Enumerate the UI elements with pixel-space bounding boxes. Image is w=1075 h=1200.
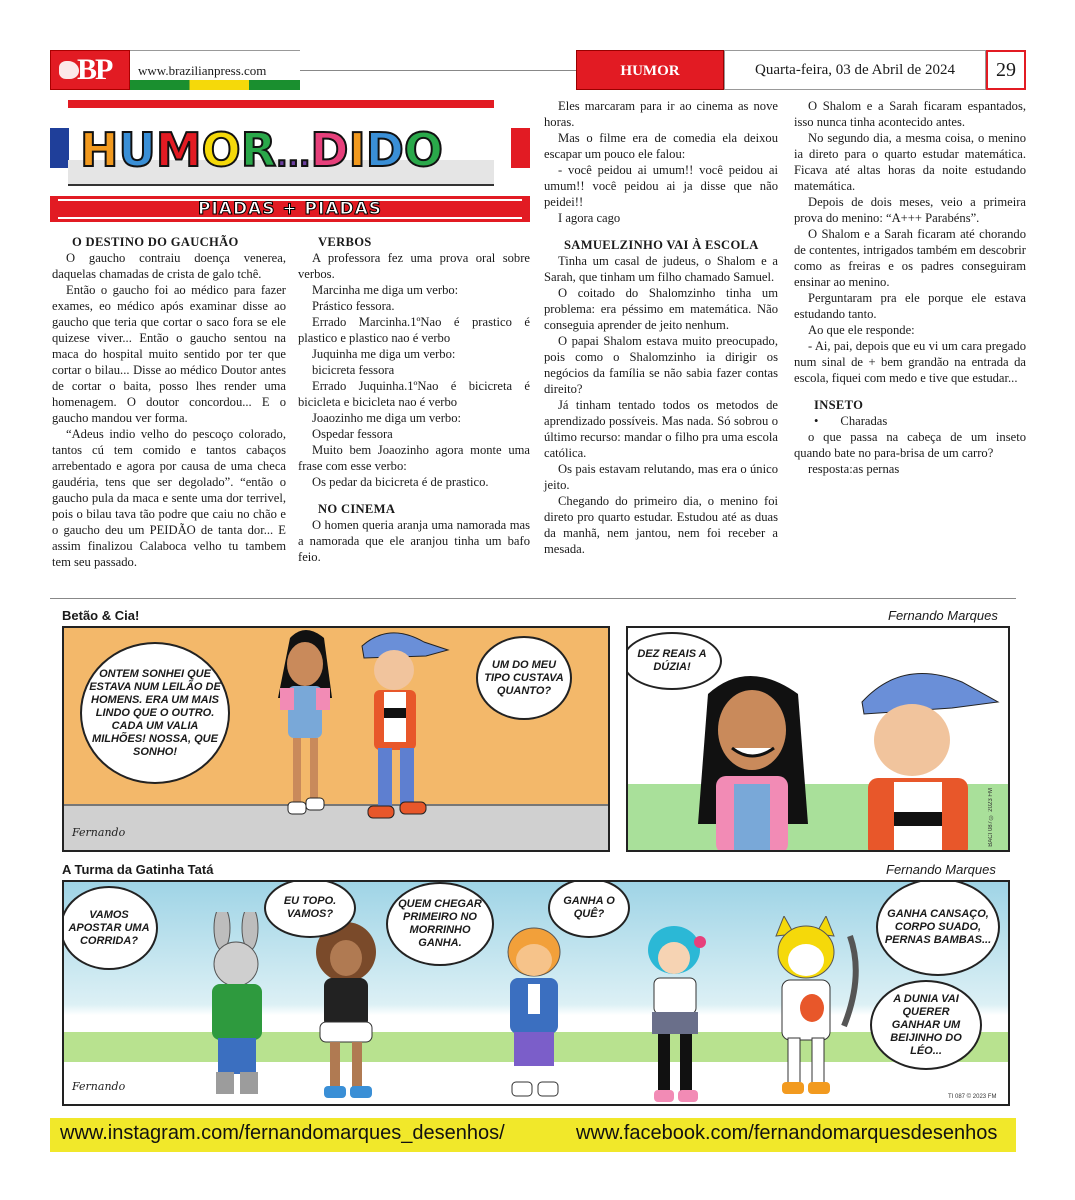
banner-title-letter: ...	[276, 139, 311, 174]
article-heading-inseto: INSETO	[814, 398, 864, 412]
gatinha-tata-illustration	[754, 916, 864, 1102]
paragraph: o que passa na cabeça de um inseto quando bate no para-brisa de um carro?	[794, 430, 1026, 460]
banner-top-bar	[68, 100, 494, 108]
header-rule	[300, 70, 576, 71]
paragraph: O Shalom e a Sarah ficaram espantados, isso nunca tinha acontecido antes.	[794, 99, 1026, 129]
strip-code: TI 087 © 2023 FM	[948, 1094, 997, 1100]
piadas-bar	[50, 196, 530, 222]
brazilian-press-logo[interactable]	[50, 50, 130, 90]
paragraph: Depois de dois meses, veio a primeira prova do menino: “A+++ Parabéns”.	[794, 195, 1026, 225]
paragraph: I agora cago	[558, 211, 621, 225]
comic2-title: A Turma da Gatinha Tatá	[62, 862, 214, 877]
banner-title-letter: D	[365, 123, 404, 177]
curly-girl-illustration	[302, 918, 392, 1102]
article-heading-cinema: NO CINEMA	[318, 502, 396, 516]
speech-bubble-girl: ONTEM SONHEI QUE ESTAVA NUM LEILÃO DE HOMENS. ERA UM MAIS LINDO QUE O OUTRO. CADA UM VALIA MILHÕES! NOSSA, QUE SONHO!	[80, 642, 230, 784]
paragraph: Chegando do primeiro dia, o menino foi direto pro quarto estudar. Estudou até as duas da manhã, nem jantou, nem foi receber a mesada.	[544, 494, 778, 556]
paragraph: resposta:as pernas	[808, 462, 900, 476]
comic2-panel	[62, 880, 1010, 1106]
paragraph: O homen queria aranja uma namorada mas a namorada que ele aranjou tinha um bafo feio.	[298, 518, 530, 564]
paragraph: Já tinham tentado todos os metodos de aprendizado possíveis. Mas nada. Só sobrou o último recurso: mandar o filho pra uma escola católica.	[544, 398, 778, 460]
girl-closeup-illustration	[688, 664, 818, 852]
brazil-map-icon	[59, 61, 79, 79]
speech-bubble-tata: GANHA CANSAÇO, CORPO SUADO, PERNAS BAMBAS...	[876, 880, 1000, 976]
paragraph: Os pedar da bicicreta é de prastico.	[312, 475, 489, 489]
comic1-author: Fernando Marques	[888, 608, 998, 623]
footer-bar	[50, 1118, 1016, 1152]
humor-dido-title	[80, 120, 500, 180]
paragraph: bicicreta fessora	[312, 363, 395, 377]
thought-bubble-tata: A DUNIA VAI QUERER GANHAR UM BEIJINHO DO LÉO...	[870, 980, 982, 1070]
artist-signature: Fernando	[72, 826, 126, 839]
paragraph: Tinha um casal de judeus, o Shalom e a Sarah, que tinham um filho chamado Samuel.	[544, 254, 778, 284]
paragraph: Ospedar fessora	[312, 427, 393, 441]
speech-bubble-answer: DEZ REAIS A DÚZIA!	[626, 632, 722, 690]
paragraph: A professora fez uma prova oral sobre verbos.	[298, 251, 530, 281]
column-4	[794, 98, 1026, 477]
logo-text: BP	[77, 53, 112, 86]
speech-bubble-blue-hair-girl: GANHA O QUÊ?	[548, 880, 630, 938]
paragraph: Então o gaucho foi ao médico para fazer exames, eo médico após examinar disse ao gaucho que teria que cortar o saco fora se ele quizese viver... Então o gaucho sentou na maca do hospital muito sentido por ter que cortar o bilau... Disse ao médico Doutor antes de cortar o baita, posso lhes render uma homenagem. O doutor concordou... E o gaucho mandou ver forma.	[52, 283, 286, 425]
paragraph: O coitado do Shalomzinho tinha um problema: era péssimo em matemática. Não conseguia aprender de jeito nenhum.	[544, 286, 778, 332]
paragraph: Perguntaram pra ele porque ele estava estudando tanto.	[794, 291, 1026, 321]
paragraph: - Ai, pai, depois que eu vi um cara pregado num sinal de + bem grandão na entrada da escola, fiquei com medo e tive que estudar...	[794, 339, 1026, 385]
comics-divider	[50, 598, 1016, 599]
site-url-box	[130, 50, 300, 90]
banner-title-letter: M	[155, 123, 202, 177]
speech-bubble-dog-boy: QUEM CHEGAR PRIMEIRO NO MORRINHO GANHA.	[386, 882, 494, 966]
bullet-item	[794, 413, 1026, 429]
speech-bubble-rabbit: VAMOS APOSTAR UMA CORRIDA?	[62, 886, 158, 970]
column-2	[298, 234, 530, 565]
paragraph: Ao que ele responde:	[808, 323, 915, 337]
paragraph: Errado Juquinha.1ºNao é bicicreta é bicicleta e bicicleta nao é verbo	[298, 379, 530, 409]
banner-title-letter: U	[118, 123, 156, 177]
girl-character-illustration	[260, 628, 350, 828]
speech-bubble-boy: UM DO MEU TIPO CUSTAVA QUANTO?	[476, 636, 572, 720]
paragraph: “Adeus indio velho do pescoço colorado, tantos cú tem comido e tantos cabaços arrebentado e agora por causa de uma checa gaudéria, tens que ser degolado”. “então o gaucho pula da maca e sente uma dor terrivel, pois o bilau tava tão podre que caiu no chão e o gaucho deu um PEIDÃO de tanta dor... E assim finalizou Calaboca velho tu tambem tem seu passado.	[52, 427, 286, 569]
comic2-author: Fernando Marques	[886, 862, 996, 877]
paragraph: O gaucho contraiu doença venerea, daquelas chamadas de crista de galo tchê.	[52, 251, 286, 281]
boy-closeup-illustration	[842, 662, 1002, 852]
paragraph: O Shalom e a Sarah ficaram até chorando de contentes, intrigados também em descobrir como as freiras e os padres conseguiram ensinar ao menino.	[794, 227, 1026, 289]
banner-title-letter: I	[348, 123, 366, 177]
boy-character-illustration	[344, 628, 464, 828]
paragraph: Os pais estavam relutando, mas era o único jeito.	[544, 462, 778, 492]
banner-title-letter: H	[80, 123, 119, 177]
bullet-icon: •	[814, 414, 819, 428]
paragraph: Mas o filme era de comedia ela deixou escapar um pouco ele falou:	[544, 131, 778, 161]
paragraph: Joaozinho me diga um verbo:	[312, 411, 461, 425]
column-3	[544, 98, 778, 557]
paragraph: - você peidou ai umum!! você peidou ai umum!! você peidou ai ja disse que não peidei!!	[544, 163, 778, 209]
strip-code: BACI 087 © 2023 FM	[988, 788, 994, 847]
article-heading-verbos: VERBOS	[318, 235, 372, 249]
facebook-link[interactable]: www.facebook.com/fernandomarquesdesenhos	[576, 1122, 998, 1144]
paragraph: Eles marcaram para ir ao cinema as nove horas.	[544, 99, 778, 129]
column-1	[52, 234, 286, 570]
blue-hair-girl-illustration	[630, 922, 720, 1102]
section-gap	[544, 226, 778, 237]
piadas-subtitle: PIADAS + PIADAS	[58, 199, 522, 219]
paragraph: Prástico fessora.	[312, 299, 395, 313]
banner-title-letter: O	[201, 123, 241, 177]
speech-bubble-curly-girl: EU TOPO. VAMOS?	[264, 880, 356, 938]
paragraph: O papai Shalom estava muito preocupado, pois como o Shalomzinho ia dirigir os negócios da família se não sabia fazer contas direito?	[544, 334, 778, 396]
rabbit-character-illustration	[192, 912, 282, 1102]
paragraph: Juquinha me diga um verbo:	[312, 347, 456, 361]
banner-title-letter: R	[240, 123, 277, 177]
paragraph: Errado Marcinha.1ºNao é prastico é plastico e plastico nao é verbo	[298, 315, 530, 345]
issue-date: Quarta-feira, 03 de Abril de 2024	[724, 50, 986, 90]
comic1-title: Betão & Cia!	[62, 608, 140, 623]
section-gap	[794, 386, 1026, 397]
article-heading-gauchao: O DESTINO DO GAUCHÃO	[72, 235, 239, 249]
paragraph: No segundo dia, a mesma coisa, o menino ia direto para o quarto estudar matemática. Ficava até altas horas da noite estudando matemática.	[794, 131, 1026, 193]
paragraph: Marcinha me diga um verbo:	[312, 283, 459, 297]
section-label: HUMOR	[576, 50, 724, 90]
comic1-panel-2	[626, 626, 1010, 852]
banner-title-letter: O	[403, 123, 443, 177]
instagram-link[interactable]: www.instagram.com/fernandomarques_desenhos/	[60, 1122, 505, 1144]
section-gap	[298, 490, 530, 501]
dog-boy-illustration	[484, 922, 584, 1102]
article-heading-samuelzinho: SAMUELZINHO VAI À ESCOLA	[564, 238, 759, 252]
artist-signature: Fernando	[72, 1080, 126, 1093]
page-number: 29	[986, 50, 1026, 90]
comic1-panel-1	[62, 626, 610, 852]
banner-title-letter: D	[310, 123, 349, 177]
site-url-link[interactable]: www.brazilianpress.com	[138, 63, 267, 78]
flag-stripe	[130, 80, 300, 90]
bullet-text: Charadas	[840, 414, 888, 428]
paragraph: Muito bem Joaozinho agora monte uma frase com esse verbo:	[298, 443, 530, 473]
